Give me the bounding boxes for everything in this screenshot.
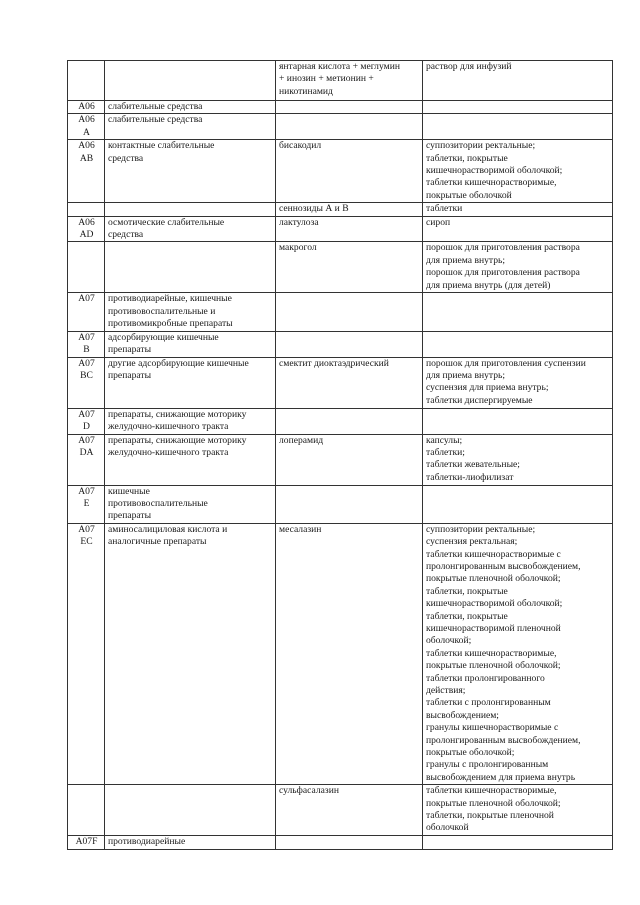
atc-code: A07 DA	[68, 434, 105, 485]
drug-name: сульфасалазин	[276, 785, 423, 836]
atc-code: A06	[68, 101, 105, 114]
drug-name: макрогол	[276, 242, 423, 293]
dosage-form: порошок для приготовления суспензии для приема внутрь; суспензия для приема внутрь; таблетки диспергируемые	[423, 357, 613, 408]
group-name: адсорбирующие кишечные препараты	[105, 331, 276, 357]
group-name: противодиарейные, кишечные противовоспалительные и противомикробные препараты	[105, 293, 276, 331]
atc-code	[68, 61, 105, 101]
drug-name	[276, 408, 423, 434]
table-row	[68, 357, 613, 408]
group-name: кишечные противовоспалительные препараты	[105, 485, 276, 523]
atc-code: A07 B	[68, 331, 105, 357]
group-name: слабительные средства	[105, 114, 276, 140]
table-row	[68, 331, 613, 357]
dosage-form: раствор для инфузий	[423, 61, 613, 101]
table-row	[68, 523, 613, 785]
atc-code: A07 EC	[68, 523, 105, 785]
group-name: препараты, снижающие моторику желудочно-кишечного тракта	[105, 408, 276, 434]
drug-name: лоперамид	[276, 434, 423, 485]
drug-name	[276, 293, 423, 331]
group-name: осмотические слабительные средства	[105, 216, 276, 242]
table-row	[68, 408, 613, 434]
table-row	[68, 242, 613, 293]
dosage-form: таблетки кишечнорастворимые, покрытые пленочной оболочкой; таблетки, покрытые пленочной оболочкой	[423, 785, 613, 836]
dosage-form: суппозитории ректальные; таблетки, покрытые кишечнорастворимой оболочкой; таблетки кишечнорастворимые, покрытые оболочкой	[423, 140, 613, 203]
table-row	[68, 203, 613, 216]
atc-code	[68, 785, 105, 836]
atc-code	[68, 203, 105, 216]
drug-name: сеннозиды А и В	[276, 203, 423, 216]
group-name: другие адсорбирующие кишечные препараты	[105, 357, 276, 408]
table-row	[68, 485, 613, 523]
group-name: аминосалициловая кислота и аналогичные препараты	[105, 523, 276, 785]
group-name	[105, 785, 276, 836]
table-row	[68, 434, 613, 485]
atc-code: A07F	[68, 836, 105, 849]
dosage-form	[423, 408, 613, 434]
drug-name: лактулоза	[276, 216, 423, 242]
dosage-form	[423, 293, 613, 331]
drug-name: месалазин	[276, 523, 423, 785]
dosage-form: сироп	[423, 216, 613, 242]
table-row	[68, 101, 613, 114]
group-name: препараты, снижающие моторику желудочно-кишечного тракта	[105, 434, 276, 485]
table-row	[68, 785, 613, 836]
atc-code	[68, 242, 105, 293]
table-row	[68, 836, 613, 849]
group-name	[105, 242, 276, 293]
dosage-form: суппозитории ректальные; суспензия ректальная; таблетки кишечнорастворимые с пролонгированным высвобождением, покрытые пленочной оболочкой; таблетки, покрытые кишечнорастворимой оболочкой; таблетки, покрытые кишечнорастворимой пленочной оболочкой; таблетки кишечнорастворимые, покрытые пленочной оболочкой; таблетки пролонгированного действия; таблетки с пролонгированным высвобождением; гранулы кишечнорастворимые с пролонгированным высвобождением, покрытые оболочкой; гранулы с пролонгированным высвобождением для приема внутрь	[423, 523, 613, 785]
group-name: контактные слабительные средства	[105, 140, 276, 203]
drug-name	[276, 485, 423, 523]
table-row	[68, 140, 613, 203]
group-name	[105, 61, 276, 101]
dosage-form	[423, 114, 613, 140]
drug-name: смектит диоктаэдрический	[276, 357, 423, 408]
table-row	[68, 293, 613, 331]
dosage-form	[423, 331, 613, 357]
atc-code: A07 E	[68, 485, 105, 523]
table-row	[68, 216, 613, 242]
atc-code: A07	[68, 293, 105, 331]
drug-name	[276, 114, 423, 140]
table-row	[68, 114, 613, 140]
dosage-form: капсулы; таблетки; таблетки жевательные; таблетки-лиофилизат	[423, 434, 613, 485]
drug-table	[67, 60, 613, 850]
dosage-form: порошок для приготовления раствора для приема внутрь; порошок для приготовления раствора для приема внутрь (для детей)	[423, 242, 613, 293]
drug-name: янтарная кислота + меглумин + инозин + метионин + никотинамид	[276, 61, 423, 101]
atc-code: A06 A	[68, 114, 105, 140]
dosage-form	[423, 485, 613, 523]
drug-name: бисакодил	[276, 140, 423, 203]
atc-code: A07 D	[68, 408, 105, 434]
drug-name	[276, 101, 423, 114]
dosage-form: таблетки	[423, 203, 613, 216]
drug-name	[276, 331, 423, 357]
dosage-form	[423, 101, 613, 114]
group-name	[105, 203, 276, 216]
group-name: слабительные средства	[105, 101, 276, 114]
atc-code: A06 AD	[68, 216, 105, 242]
group-name: противодиарейные	[105, 836, 276, 849]
atc-code: A07 BC	[68, 357, 105, 408]
atc-code: A06 AB	[68, 140, 105, 203]
drug-name	[276, 836, 423, 849]
table-row	[68, 61, 613, 101]
dosage-form	[423, 836, 613, 849]
